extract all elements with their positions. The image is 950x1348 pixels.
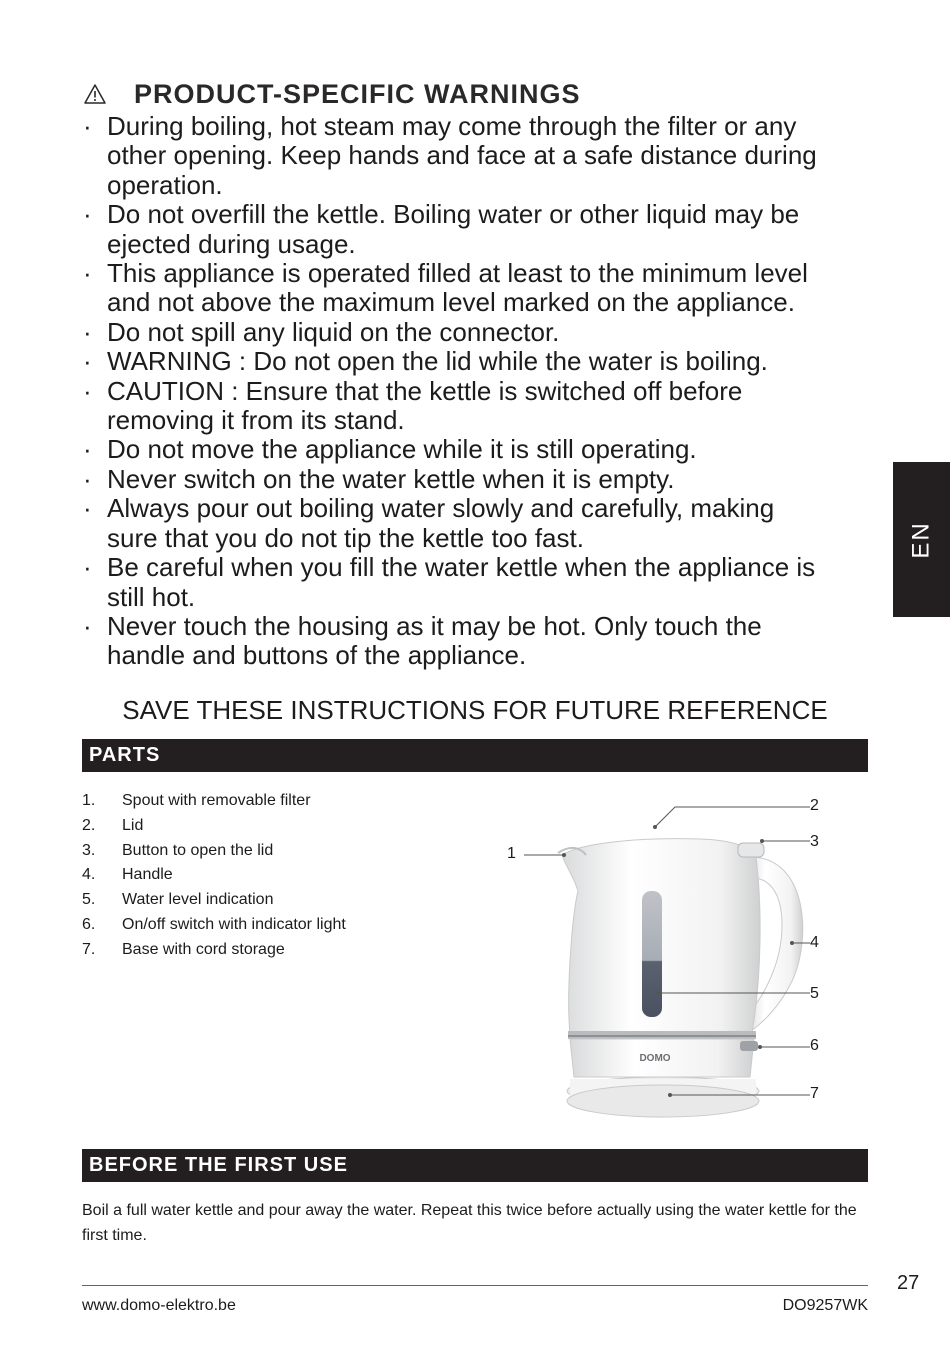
footer-model: DO9257WK [782,1297,868,1314]
kettle-illustration [500,795,840,1135]
callout-7: 7 [810,1085,819,1102]
warning-line: operation. [107,169,223,200]
part-number: 2. [82,816,96,834]
warnings-heading [82,76,872,112]
warning-item [82,347,872,376]
warnings-title: PRODUCT-SPECIFIC WARNINGS [134,78,581,109]
part-number: 7. [82,940,96,958]
warning-line: · Never touch the housing as it may be hot. Only touch the [107,610,762,641]
warning-line: · Do not move the appliance while it is still operating. [107,434,697,465]
warning-item [82,259,872,318]
part-number: 6. [82,915,96,933]
part-item [82,888,482,913]
warning-line: other opening. Keep hands and face at a safe distance during [107,140,817,171]
part-label: On/off switch with indicator light [122,915,346,933]
warning-line: · Always pour out boiling water slowly and carefully, making [107,493,775,524]
warning-line: · Do not spill any liquid on the connector. [107,316,560,347]
warning-line: handle and buttons of the appliance. [107,640,527,671]
warning-line: · This appliance is operated filled at least to the minimum level [107,258,808,289]
kettle-figure [500,795,840,1135]
warning-line: ejected during usage. [107,228,356,259]
first-use-heading: BEFORE THE FIRST USE [82,1149,868,1182]
warning-line: · Never switch on the water kettle when it is empty. [107,463,675,494]
warning-triangle-icon [84,84,106,104]
callout-2: 2 [810,797,819,814]
warning-item [82,465,872,494]
part-number: 3. [82,841,96,859]
part-item [82,913,482,938]
part-number: 4. [82,866,96,884]
warning-item [82,318,872,347]
warning-line: and not above the maximum level marked on the appliance. [107,287,795,318]
warning-line: removing it from its stand. [107,405,405,436]
warning-item [82,200,872,259]
part-item [82,938,482,963]
kettle-brand-label: DOMO [639,1053,671,1064]
warning-item [82,435,872,464]
warning-item [82,612,872,671]
warning-item [82,112,872,200]
part-item [82,863,482,888]
part-label: Spout with removable filter [122,792,311,809]
save-instructions-note: SAVE THESE INSTRUCTIONS FOR FUTURE REFERENCE [122,695,828,725]
part-label: Lid [122,816,144,834]
language-tab-label: EN [907,520,935,559]
callout-1: 1 [507,845,516,862]
warnings-list [82,112,872,671]
part-item [82,839,482,864]
warning-item [82,553,872,612]
part-number: 1. [82,792,96,809]
callout-5: 5 [810,985,819,1002]
warning-item [82,494,872,553]
parts-list [82,789,482,963]
part-item [82,814,482,839]
callout-6: 6 [810,1037,819,1054]
language-tab [893,462,950,617]
first-use-text: Boil a full water kettle and pour away the water. Repeat this twice before actually using the water kettle for the first time. [82,1202,857,1244]
part-label: Water level indication [122,891,274,909]
footer-divider [82,1285,868,1286]
page-number: 27 [897,1272,920,1294]
part-item [82,789,482,814]
part-label: Button to open the lid [122,841,274,859]
part-label: Handle [122,866,173,884]
callout-4: 4 [810,934,819,951]
warning-line: · CAUTION : Ensure that the kettle is switched off before [107,375,743,406]
warning-item [82,377,872,436]
warnings-section [82,76,872,671]
warning-line: · During boiling, hot steam may come through the filter or any [107,111,797,141]
warning-line: · WARNING : Do not open the lid while the water is boiling. [107,346,768,377]
part-label: Base with cord storage [122,940,285,958]
warning-line: still hot. [107,581,196,612]
footer-website: www.domo-elektro.be [82,1297,236,1314]
part-number: 5. [82,891,96,909]
warning-line: sure that you do not tip the kettle too fast. [107,522,584,553]
warning-line: · Do not overfill the kettle. Boiling water or other liquid may be [107,199,800,230]
parts-heading: PARTS [82,739,868,772]
warning-line: · Be careful when you fill the water kettle when the appliance is [107,552,816,583]
callout-3: 3 [810,833,819,850]
